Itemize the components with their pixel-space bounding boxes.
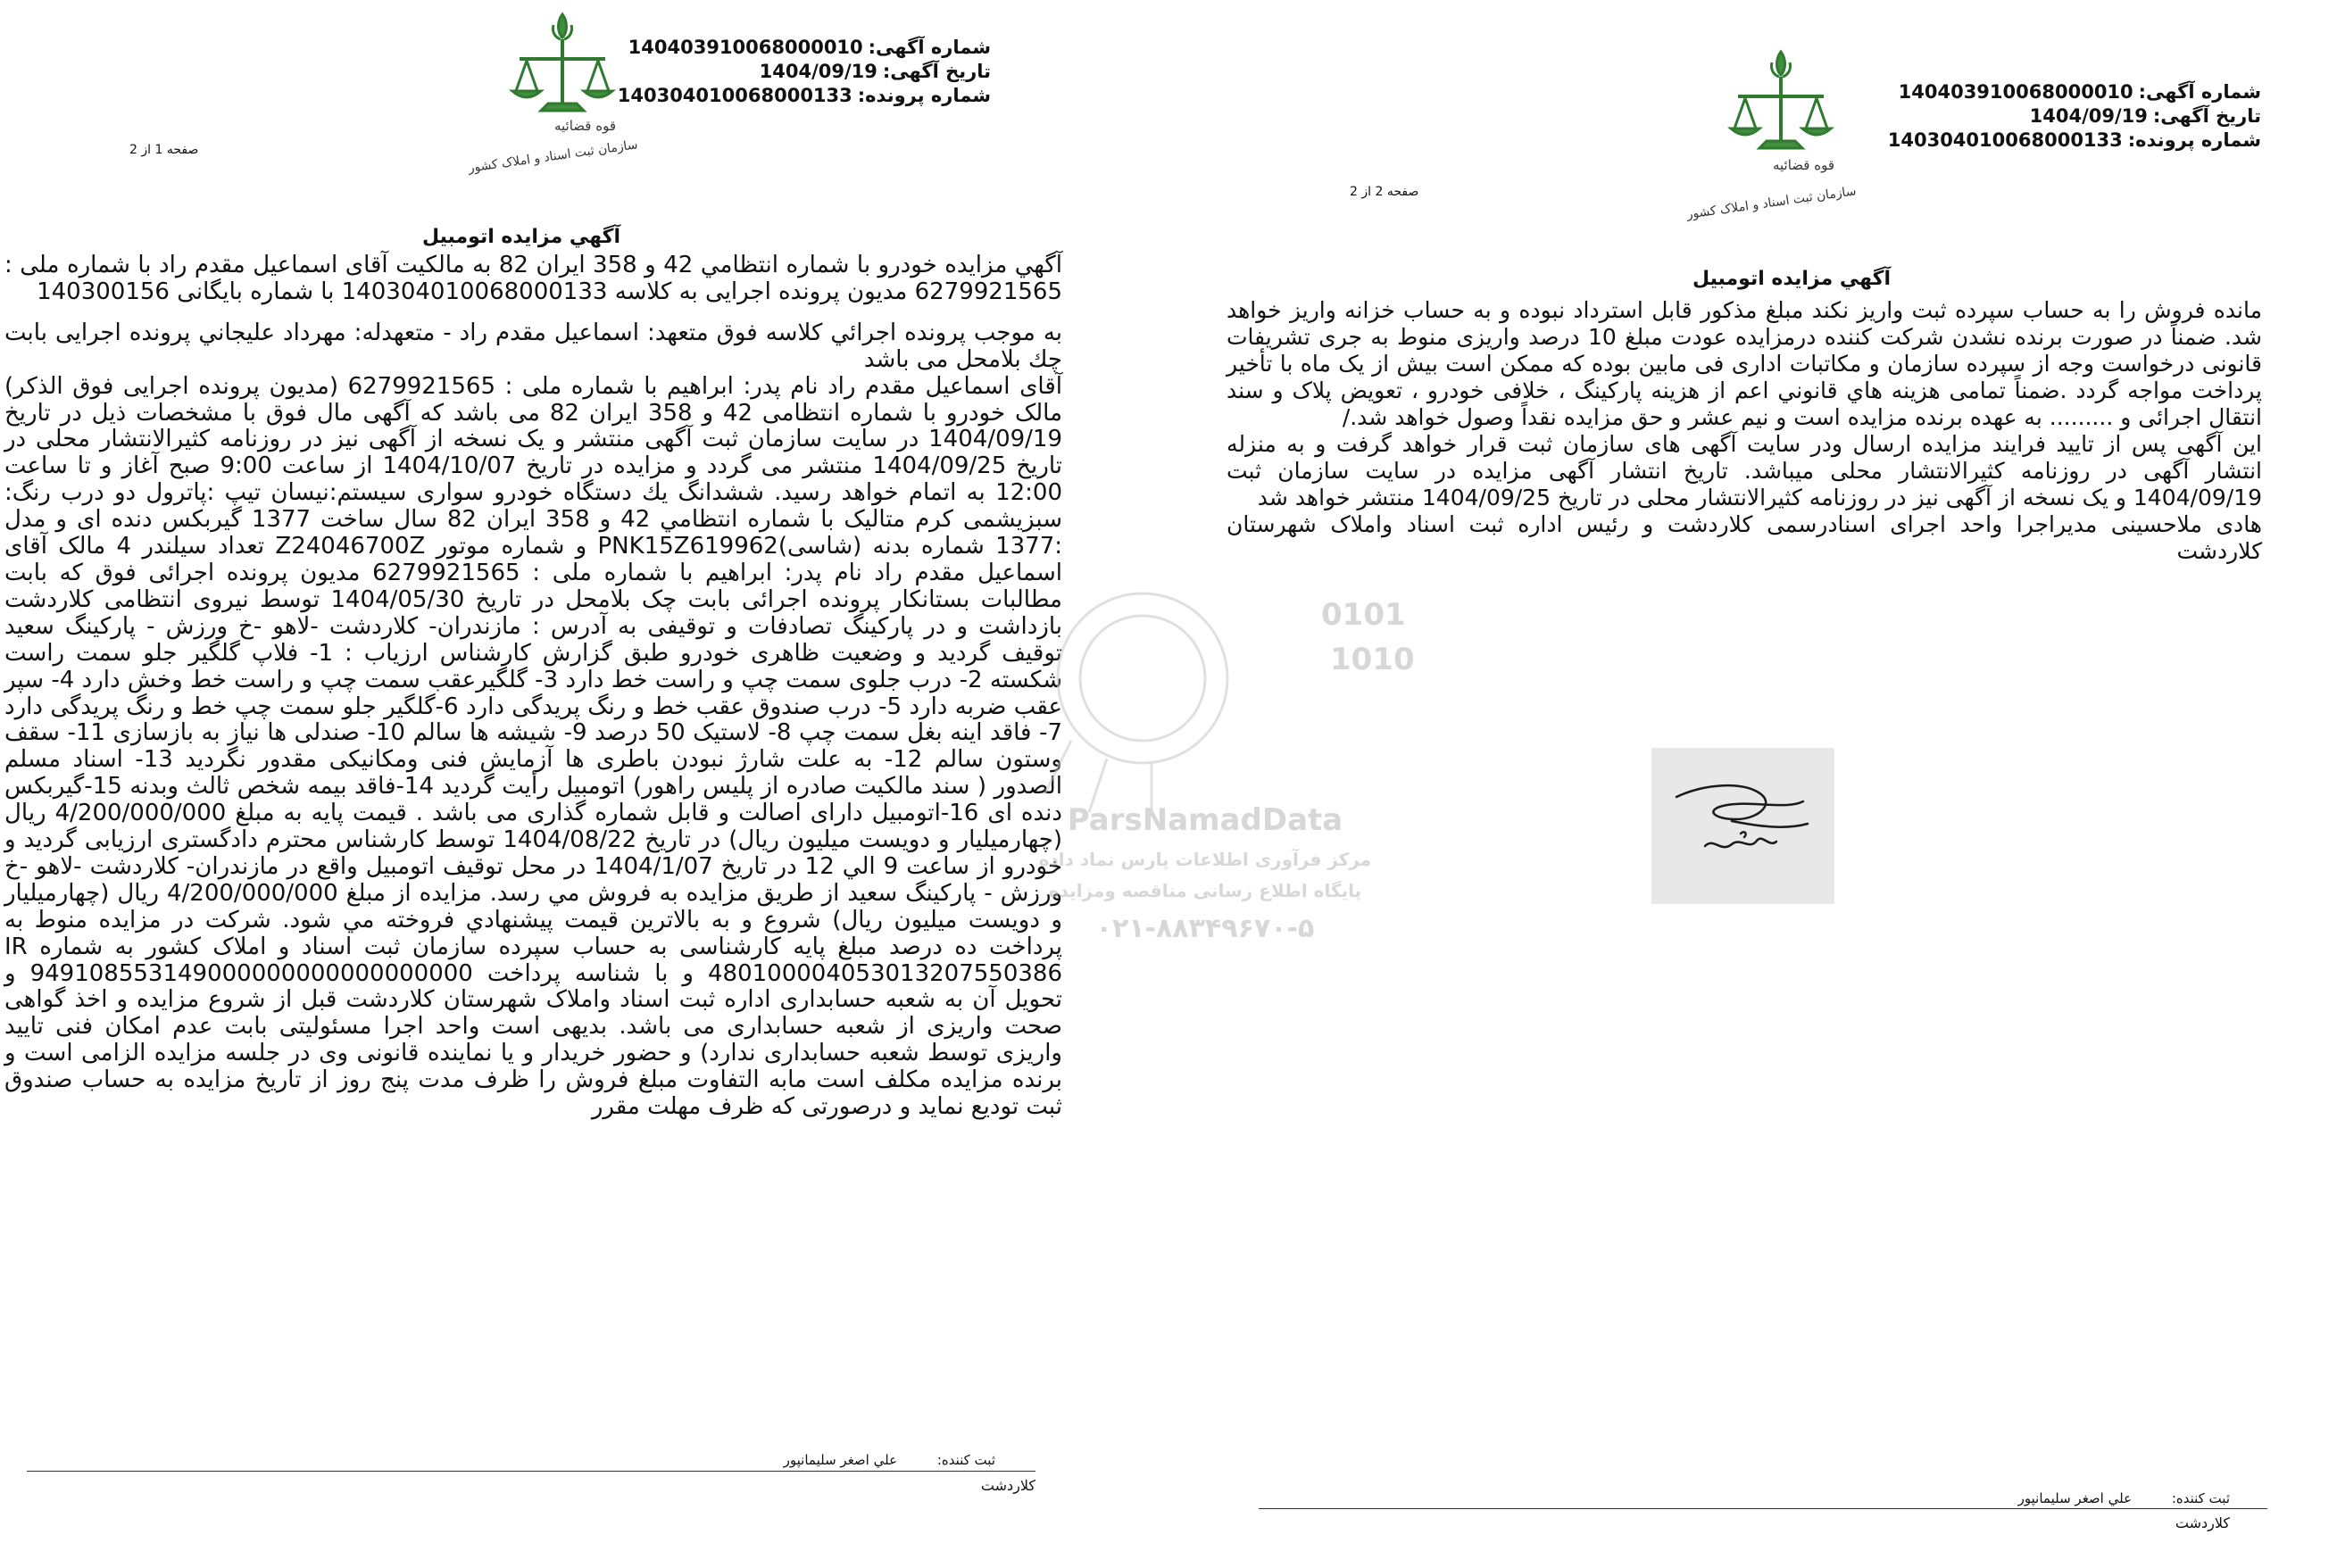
watermark-phone: ۰۲۱-۸۸۳۴۹۶۷۰-۵ (1095, 913, 1315, 944)
footer-city: کلاردشت (2175, 1514, 2230, 1531)
case-number: 140304010068000133 (617, 85, 852, 106)
notice-title: آگهي مزايده اتومبيل (421, 226, 620, 248)
registrar-label: ثبت کننده: (936, 1452, 995, 1468)
ad-number-label: شماره آگهی: (2138, 81, 2261, 103)
watermark-digits-2-icon: 1010 (1330, 642, 1415, 677)
registrar-row (2018, 1490, 2230, 1506)
notice-paragraph-3: هادی ملاحسینی مدیراجرا واحد اجرای اسنادرسمی کلاردشت و رئیس اداره ثبت اسناد واملاک شهرستان کلاردشت (1227, 511, 2262, 564)
notice-title: آگهي مزايده اتومبيل (1692, 268, 1891, 290)
watermark-digits-icon: 0101 (1321, 597, 1406, 633)
case-number-label: شماره پرونده: (857, 85, 991, 106)
notice-page-1 (0, 0, 1071, 1568)
case-number-line (1888, 129, 2261, 153)
notice-paragraph-3: آقای اسماعیل مقدم راد نام پدر: ابراهیم با شماره ملی : 6279921565 (مدیون پرونده اجرایی فوق الذکر) مالک خودرو با شماره انتظامی 42 و 358 ایران 82 می باشد که آگهی مال فوق با مشخصات ذیل در تاریخ 1404/09/19 در سایت سازمان ثبت آگهی منتشر و یک نسخه از آگهی نیز در روزنامه کثیرالانتشار محلی در تاریخ 1404/09/25 منتشر می گردد و مزایده در تاریخ 1404/10/07 از ساعت 9:00 صبح آغاز و تا ساعت 12:00 به اتمام خواهد رسید. ششدانگ یك دستگاه خودرو سواری سیستم:نیسان تیپ :پاترول دو درب رنگ: سبزیشمی کرم متالیک با شماره انتظامي 42 و 358 ایران 82 سال ساخت 1377 گیربکس دنده ای و مدل :1377 شماره بدنه (شاسی)PNK15Z619962 و شماره موتور Z24046700Z تعداد سیلندر 4 مالک آقای اسماعیل مقدم راد نام پدر: ابراهیم با شماره ملی : 6279921565 مدیون پرونده اجرائی فوق که بابت مطالبات بستانکار پرونده اجرائی بابت چک بلامحل در تاریخ 1404/05/30 توسط نیروی انتظامی کلاردشت بازداشت و در پارکینگ تصادفات و توقیفی به آدرس : مازندران- کلاردشت -لاهو -خ ورزش - پارکینگ سعید توقیف گردید و وضعیت ظاهری خودرو طبق گزارش کارشناس ارزیاب : 1- فلاپ گلگیر جلو سمت راست شکسته 2- درب جلوی سمت چپ و راست خط دارد 3- گلگیرعقب سمت چپ و راست خط وخش دارد 4- سپر عقب ضربه دارد 5- درب صندوق عقب خط و رنگ پریدگی دارد 6-گلگیر جلو سمت چپ خط و رنگ پریدگی دارد 7- فاقد اینه بغل سمت چپ 8- لاستیک 50 درصد 9- شیشه ها سالم 10- صندلی ها نیاز به بازسازی 11- سقف وستون سالم 12- به علت شارژ نبودن باطری ها آزمایش فنی ومکانیکی مقدور نگردید 13- اسناد مسلم الصدور ( سند مالکیت صادره از پلیس راهور) اتومبیل رأیت گردید 14-فاقد بیمه شخص ثالث وبدنه 15-گیربکس دنده ای 16-اتومبیل دارای اصالت و قابل شماره گذاری می باشد . قیمت پایه به مبلغ 4/200/000/000 ریال (چهارمیلیار و دویست میلیون ریال) در تاریخ 1404/08/22 توسط کارشناس محترم دادگستری ارزیابی گردید و خودرو از ساعت 9 الي 12 در تاریخ 1404/1/07 در محل توقیف اتومبیل واقع در مازندران- کلاردشت -لاهو -خ ورزش - پارکینگ سعید از طريق مزايده به فروش مي رسد. مزایده از مبلغ 4/200/000/000 ریال (چهارمیلیار و دویست میلیون ریال) شروع و به بالاترين قيمت پيشنهادي فروخته مي شود. شرکت در مزایده منوط به پرداخت ده درصد مبلغ پایه کارشناسی به حساب سپرده سازمان ثبت اسناد و املاک کشور به شماره IR 480100004053013207550386 و با شناسه پرداخت 949108553149000000000000000000 و تحویل آن به شعبه حسابداری اداره ثبت اسناد واملاک شهرستان کلاردشت قبل از شروع مزایده و اخذ گواهی صحت واریزی از شعبه حسابداری می باشد. بدیهی است واحد اجرا مسئولیتی بابت عدم امکان فنی تایید واریزی توسط شعبه حسابداری ندارد) و حضور خریدار و یا نماینده قانونی وی در جلسه مزایده الزامی است و برنده مزایده مکلف است مابه التفاوت مبلغ فروش را ظرف مدت پنج روز از تاریخ مزایده به حساب صندوق ثبت توديع نمايد و درصورتی که ظرف مهلت مقرر (4, 372, 1063, 1121)
footer-city: کلاردشت (980, 1477, 1035, 1494)
ad-number: 140403910068000010 (1898, 81, 2133, 103)
registrar-row (784, 1452, 995, 1468)
ad-number-line (618, 36, 991, 60)
ad-date-label: تاریخ آگهی: (882, 61, 991, 82)
footer-divider (1259, 1508, 2267, 1509)
ad-number-label: شماره آگهی: (868, 37, 991, 58)
judiciary-emblem-icon (467, 7, 643, 176)
ad-date-line (618, 60, 991, 84)
page-header (618, 36, 991, 108)
notice-paragraph-1: مانده فروش را به حساب سپرده ثبت واریز نکند مبلغ مذکور قابل استرداد نبوده و به حساب خزانه واریز خواهد شد. ضمناً در صورت برنده نشدن شرکت کننده درمزایده عودت مبلغ 10 درصد واریزی منوط به جری تشریفات قانونی درخواست وجه از سپرده سازمان و مکاتبات اداری فی مابین بوده که ممکن است بیش از یک ماه با تأخیر پرداخت مواجه گردد .ضمناً تمامی هزينه هاي قانوني اعم از هزینه پارکینگ ، خلافی خودرو ، تعویض پلاک و سند انتقال اجرائی و ......... به عهده برنده مزایده است و نیم عشر و حق مزایده نقداً وصول خواهد شد./ (1227, 297, 2262, 430)
ad-number: 140403910068000010 (628, 37, 863, 58)
ad-date: 1404/09/19 (2029, 105, 2148, 127)
page-indicator: صفحه 1 از 2 (129, 143, 199, 157)
case-number: 140304010068000133 (1887, 129, 2123, 151)
registrar-name: علي اصغر سليمانپور (2017, 1490, 2133, 1506)
emblem-caption-line2: سازمان ثبت اسناد و املاک کشور (467, 137, 639, 176)
watermark-brand: ParsNamadData (1067, 802, 1343, 838)
ad-date-label: تاریخ آگهی: (2152, 105, 2261, 127)
page-indicator: صفحه 2 از 2 (1350, 185, 1419, 199)
footer-divider (27, 1471, 1035, 1472)
parsnamad-watermark (1018, 571, 1415, 964)
notice-paragraph-1: آگهي مزايده خودرو با شماره انتظامي 42 و 358 ایران 82 به مالکیت آقای اسماعیل مقدم راد با شماره ملی : 6279921565 مدیون پرونده اجرایی به کلاسه 140304010068000133 با شماره بایگانی 140300156 (4, 252, 1063, 305)
signature-icon (1651, 748, 1834, 904)
registrar-name: علي اصغر سليمانپور (783, 1452, 898, 1468)
case-number-line (618, 84, 991, 108)
signature-image (1651, 748, 1834, 904)
notice-body (1227, 297, 2262, 565)
notice-paragraph-2: به موجب پرونده اجرائي کلاسه فوق متعهد: اسماعیل مقدم راد - متعهدله: مهرداد عليجاني پرونده اجرایی بابت چك بلامحل می باشد (4, 319, 1062, 373)
notice-paragraph-2: این آگهی پس از تایید فرایند مزایده ارسال ودر سایت آگهی های سازمان ثبت قرار خواهد گرفت و به منزله انتشار آگهی در روزنامه کثیرالانتشار محلی میباشد. تاریخ انتشار آگهی مزایده در سایت سازمان ثبت 1404/09/19 و یک نسخه از آگهی نیز در روزنامه کثیرالانتشار محلی در تاریخ 1404/09/25 منتشر خواهد شد (1227, 431, 2262, 510)
emblem-caption-line1: قوه قضائیه (1772, 157, 1834, 173)
watermark-line1: مرکز فرآوری اطلاعات پارس نماد داده (1038, 849, 1372, 870)
case-number-label: شماره پرونده: (2127, 129, 2261, 151)
notice-body (4, 253, 1062, 1121)
registrar-label: ثبت کننده: (2171, 1490, 2230, 1506)
page-header (1888, 80, 2261, 153)
ad-date: 1404/09/19 (759, 61, 877, 82)
ad-number-line (1888, 80, 2261, 104)
ad-date-line (1888, 104, 2261, 129)
watermark-line2: پایگاه اطلاع رسانی مناقصه ومزایده (1048, 880, 1362, 901)
emblem-caption-line2: سازمان ثبت اسناد و املاک کشور (1685, 184, 1858, 222)
judiciary-emblem-icon (1685, 45, 1861, 223)
emblem-caption-line1: قوه قضائیه (553, 118, 616, 134)
